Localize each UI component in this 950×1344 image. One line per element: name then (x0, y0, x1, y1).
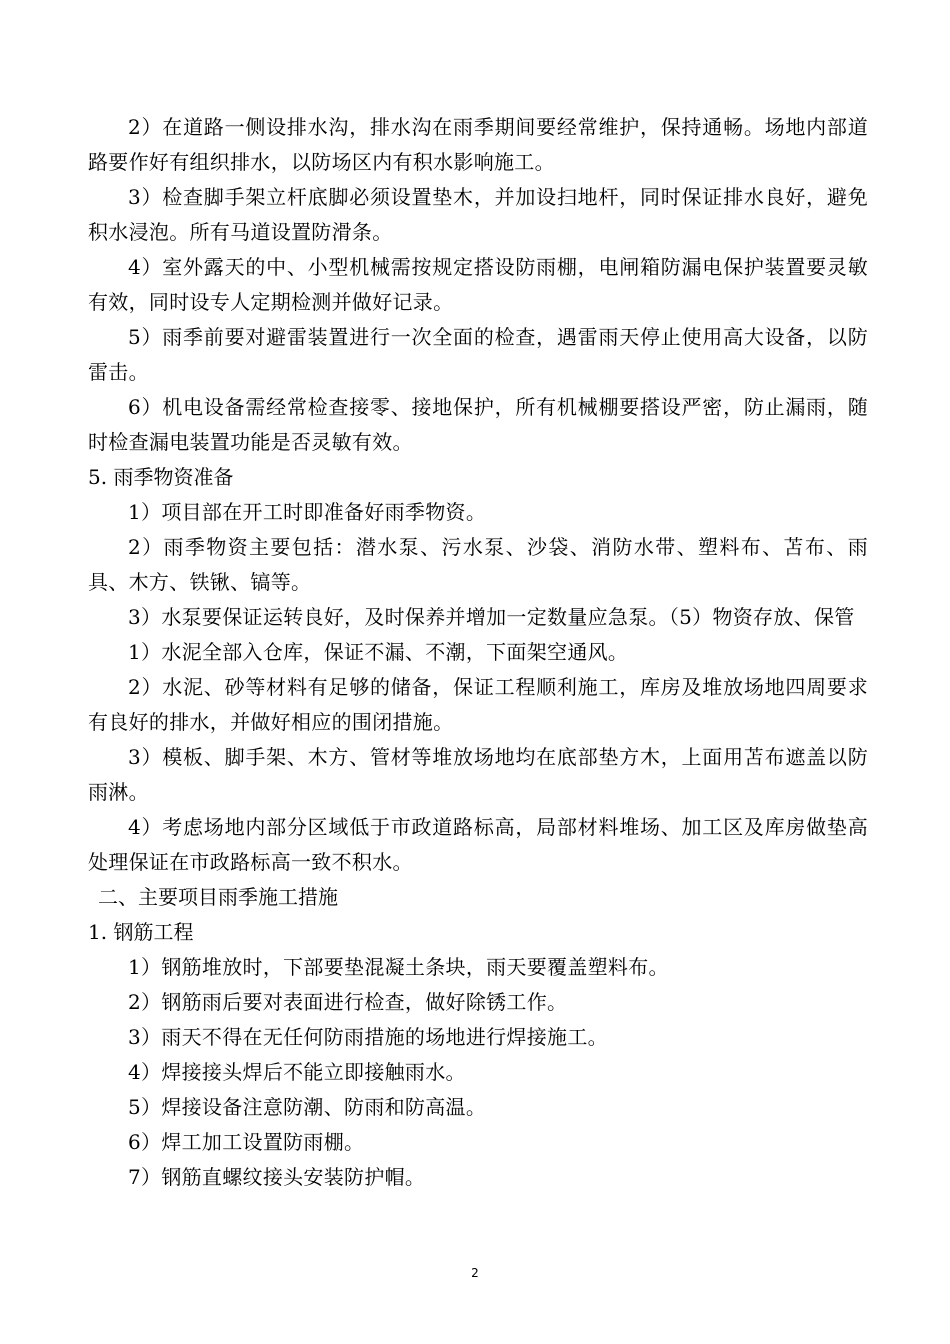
paragraph-machine-shelter: 4）室外露天的中、小型机械需按规定搭设防雨棚，电闸箱防漏电保护装置要灵敏有效，同时设专人定期检测并做好记录。 (88, 255, 868, 314)
paragraph-weld-joint: 4）焊接接头焊后不能立即接触雨水。 (128, 1060, 466, 1084)
paragraph-site-elevation: 4）考虑场地内部分区域低于市政道路标高，局部材料堆场、加工区及库房做垫高处理保证在市政路标高一致不积水。 (88, 815, 868, 874)
paragraph-welding-equipment: 5）焊接设备注意防潮、防雨和防高温。 (128, 1095, 487, 1119)
paragraph-equipment-grounding: 6）机电设备需经常检查接零、接地保护，所有机械棚要搭设严密，防止漏雨，随时检查漏电装置功能是否灵敏有效。 (88, 395, 868, 454)
page-number: 2 (471, 1266, 479, 1280)
paragraph-thread-cap: 7）钢筋直螺纹接头安装防护帽。 (128, 1165, 426, 1189)
paragraph-rebar-stacking: 1）钢筋堆放时，下部要垫混凝土条块，雨天要覆盖塑料布。 (128, 955, 669, 979)
paragraph-drainage-ditch: 2）在道路一侧设排水沟，排水沟在雨季期间要经常维护，保持通畅。场地内部道路要作好有组织排水，以防场区内有积水影响施工。 (88, 115, 868, 174)
paragraph-supply-list: 2）雨季物资主要包括：潜水泵、污水泵、沙袋、消防水带、塑料布、苫布、雨具、木方、铁锹、镐等。 (88, 535, 868, 594)
paragraph-material-reserve: 2）水泥、砂等材料有足够的储备，保证工程顺利施工，库房及堆放场地四周要求有良好的排水，并做好相应的围闭措施。 (88, 675, 868, 734)
section-heading-rain-supplies: 5. 雨季物资准备 (88, 465, 234, 489)
document-body (88, 110, 868, 1195)
paragraph-pump-maintenance: 3）水泵要保证运转良好，及时保养并增加一定数量应急泵。（5）物资存放、保管 (128, 605, 855, 629)
section-heading-rebar-work: 1. 钢筋工程 (88, 920, 194, 944)
paragraph-no-welding-rain: 3）雨天不得在无任何防雨措施的场地进行焊接施工。 (128, 1025, 608, 1049)
paragraph-lightning-protection: 5）雨季前要对避雷装置进行一次全面的检查，遇雷雨天停止使用高大设备，以防雷击。 (88, 325, 868, 384)
paragraph-rebar-rust: 2）钢筋雨后要对表面进行检查，做好除锈工作。 (128, 990, 568, 1014)
paragraph-formwork-cover: 3）模板、脚手架、木方、管材等堆放场地均在底部垫方木，上面用苫布遮盖以防雨淋。 (88, 745, 868, 804)
section-heading-main-measures: 二、主要项目雨季施工措施 (98, 885, 338, 909)
paragraph-scaffold-check: 3）检查脚手架立杆底脚必须设置垫木，并加设扫地杆，同时保证排水良好，避免积水浸泡。所有马道设置防滑条。 (88, 185, 868, 244)
paragraph-welder-shelter: 6）焊工加工设置防雨棚。 (128, 1130, 365, 1154)
paragraph-cement-storage: 1）水泥全部入仓库，保证不漏、不潮，下面架空通风。 (128, 640, 629, 664)
paragraph-prepare-supplies: 1）项目部在开工时即准备好雨季物资。 (128, 500, 487, 524)
